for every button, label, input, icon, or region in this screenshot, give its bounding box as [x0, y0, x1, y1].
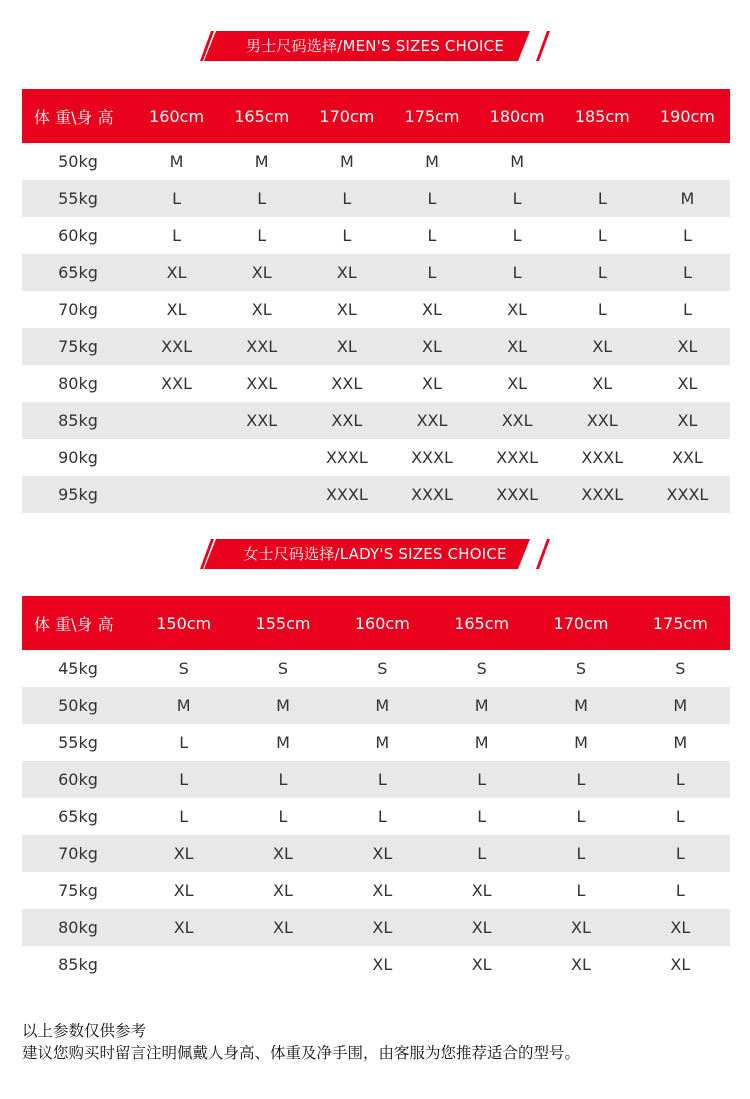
- men-size-table: [22, 89, 730, 513]
- height-header: 170cm: [531, 596, 630, 650]
- size-cell: M: [425, 152, 439, 171]
- table-row: [22, 798, 730, 835]
- size-cell: L: [631, 761, 730, 798]
- size-cell: S: [575, 659, 587, 678]
- size-cell: XXL: [389, 402, 474, 439]
- height-header: 190cm: [645, 89, 730, 143]
- size-cell: XL: [475, 328, 560, 365]
- table-row: [22, 365, 730, 402]
- size-cell: M: [673, 733, 688, 752]
- lady-size-banner: [200, 538, 550, 570]
- size-cell: L: [278, 807, 288, 826]
- lady-table-body: [22, 650, 730, 983]
- size-cell: L: [179, 733, 189, 752]
- size-cell: XXXL: [389, 476, 474, 513]
- size-cell: XXL: [219, 402, 304, 439]
- size-cell: XXL: [560, 402, 645, 439]
- size-cell: XXL: [331, 374, 363, 393]
- table-row: [22, 724, 730, 761]
- weight-cell: 75kg: [22, 328, 134, 365]
- size-cell: L: [475, 254, 560, 291]
- size-cell: [233, 946, 332, 983]
- size-cell: XXL: [219, 328, 304, 365]
- size-cell: XXXL: [325, 448, 368, 467]
- size-cell: XL: [304, 254, 389, 291]
- table-row: [22, 291, 730, 328]
- table-row: [22, 143, 730, 180]
- size-cell: M: [631, 687, 730, 724]
- size-cell: XXL: [134, 328, 219, 365]
- size-cell: M: [645, 180, 730, 217]
- size-cell: XL: [471, 881, 492, 900]
- size-cell: L: [576, 807, 586, 826]
- table-row: [22, 402, 730, 439]
- size-cell: XL: [389, 328, 474, 365]
- size-cell: S: [476, 659, 487, 678]
- table-row: [22, 761, 730, 798]
- size-cell: M: [134, 687, 233, 724]
- size-cell: XL: [645, 328, 730, 365]
- size-cell: XL: [304, 328, 389, 365]
- size-cell: L: [512, 226, 522, 245]
- size-cell: L: [432, 761, 531, 798]
- weight-cell: 75kg: [58, 881, 98, 900]
- size-cell: L: [304, 180, 389, 217]
- footnote: [22, 1020, 580, 1064]
- size-cell: [134, 439, 219, 476]
- size-cell: XL: [560, 328, 645, 365]
- weight-cell: 55kg: [58, 733, 98, 752]
- table-row: [22, 217, 730, 254]
- size-cell: XL: [631, 909, 730, 946]
- size-cell: L: [389, 180, 474, 217]
- size-cell: L: [631, 835, 730, 872]
- size-cell: L: [675, 807, 685, 826]
- size-cell: [134, 476, 219, 513]
- height-header: 155cm: [233, 596, 332, 650]
- size-cell: L: [257, 226, 267, 245]
- header-corner-label: 体 重\身 高: [22, 89, 134, 143]
- size-cell: M: [375, 733, 390, 752]
- size-cell: XL: [273, 881, 293, 900]
- lady-table-header: [22, 596, 730, 650]
- weight-cell: 70kg: [22, 835, 134, 872]
- size-cell: XXXL: [475, 476, 560, 513]
- men-size-banner: [200, 30, 550, 62]
- size-cell: L: [432, 835, 531, 872]
- size-cell: [134, 402, 219, 439]
- weight-cell: 60kg: [22, 761, 134, 798]
- size-cell: XL: [645, 402, 730, 439]
- size-cell: [560, 143, 645, 180]
- size-cell: M: [474, 733, 489, 752]
- height-header: 185cm: [560, 89, 645, 143]
- table-row: [22, 439, 730, 476]
- size-cell: XXL: [475, 402, 560, 439]
- size-cell: XL: [219, 254, 304, 291]
- size-cell: XL: [571, 955, 591, 974]
- size-cell: L: [342, 226, 352, 245]
- weight-cell: 50kg: [22, 687, 134, 724]
- size-cell: M: [276, 733, 290, 752]
- size-cell: L: [377, 807, 387, 826]
- size-cell: M: [432, 687, 531, 724]
- weight-cell: 95kg: [22, 476, 134, 513]
- weight-cell: 50kg: [58, 152, 98, 171]
- size-cell: XL: [233, 909, 332, 946]
- size-cell: S: [277, 659, 289, 678]
- size-cell: [134, 946, 233, 983]
- size-cell: L: [675, 881, 685, 900]
- size-cell: XL: [471, 955, 492, 974]
- size-cell: L: [477, 807, 487, 826]
- size-cell: L: [682, 300, 692, 319]
- size-cell: XL: [422, 300, 442, 319]
- size-cell: L: [645, 254, 730, 291]
- men-table-header: [22, 89, 730, 143]
- size-cell: L: [219, 180, 304, 217]
- size-cell: XL: [507, 374, 528, 393]
- size-cell: XXXL: [560, 476, 645, 513]
- size-cell: XL: [333, 909, 432, 946]
- size-cell: L: [560, 180, 645, 217]
- size-cell: XL: [592, 374, 613, 393]
- weight-cell: 80kg: [22, 909, 134, 946]
- table-row: [22, 328, 730, 365]
- table-row: [22, 180, 730, 217]
- height-header: 180cm: [475, 89, 560, 143]
- weight-cell: 90kg: [58, 448, 98, 467]
- men-table-body: [22, 143, 730, 513]
- height-header: 165cm: [219, 89, 304, 143]
- size-cell: M: [339, 152, 354, 171]
- weight-cell: 60kg: [58, 226, 98, 245]
- size-cell: XL: [233, 835, 332, 872]
- height-header: 175cm: [389, 89, 474, 143]
- size-cell: XL: [134, 254, 219, 291]
- weight-cell: 45kg: [58, 659, 98, 678]
- size-cell: XL: [166, 300, 187, 319]
- size-cell: M: [233, 687, 332, 724]
- size-cell: M: [169, 152, 184, 171]
- header-corner-label: 体 重\身 高: [22, 596, 134, 650]
- size-cell: L: [531, 835, 630, 872]
- size-cell: XL: [333, 835, 432, 872]
- footnote-line-2: 建议您购买时留言注明佩戴人身高、体重及净手围，由客服为您推荐适合的型号。: [22, 1044, 581, 1062]
- table-row: [22, 909, 730, 946]
- weight-cell: 65kg: [22, 254, 134, 291]
- size-cell: XXXL: [645, 476, 730, 513]
- size-cell: XXXL: [411, 448, 453, 467]
- size-cell: XL: [670, 955, 691, 974]
- weight-cell: 80kg: [58, 374, 98, 393]
- size-cell: S: [377, 659, 388, 678]
- size-cell: XL: [134, 909, 233, 946]
- size-cell: XL: [372, 881, 393, 900]
- size-cell: M: [333, 687, 432, 724]
- table-row: [22, 650, 730, 687]
- size-cell: [219, 439, 304, 476]
- weight-cell: 70kg: [58, 300, 98, 319]
- size-cell: XL: [432, 909, 531, 946]
- size-cell: M: [531, 687, 630, 724]
- size-cell: M: [574, 733, 588, 752]
- table-row: [22, 254, 730, 291]
- size-cell: XXL: [304, 402, 389, 439]
- height-header: 170cm: [304, 89, 389, 143]
- size-cell: L: [179, 807, 189, 826]
- size-cell: XXL: [161, 374, 192, 393]
- weight-cell: 85kg: [22, 402, 134, 439]
- size-cell: L: [389, 254, 474, 291]
- size-cell: XL: [422, 374, 442, 393]
- size-cell: XL: [134, 835, 233, 872]
- size-cell: XXXL: [496, 448, 539, 467]
- size-cell: L: [560, 254, 645, 291]
- height-header: 160cm: [134, 89, 219, 143]
- size-cell: L: [576, 881, 586, 900]
- weight-cell: 85kg: [58, 955, 98, 974]
- table-row: [22, 687, 730, 724]
- height-header: 150cm: [134, 596, 233, 650]
- size-cell: L: [597, 300, 607, 319]
- men-size-title: 男士尺码选择/MEN'S SIZES CHOICE: [245, 37, 505, 55]
- size-cell: L: [475, 180, 560, 217]
- size-cell: S: [675, 659, 686, 678]
- size-cell: M: [254, 152, 269, 171]
- weight-cell: 55kg: [22, 180, 134, 217]
- size-cell: XL: [677, 374, 698, 393]
- size-cell: XL: [251, 300, 272, 319]
- size-cell: XXXL: [581, 448, 624, 467]
- size-cell: XL: [531, 909, 630, 946]
- height-header: 165cm: [432, 596, 531, 650]
- size-cell: L: [427, 226, 437, 245]
- size-cell: L: [233, 761, 332, 798]
- table-row: [22, 872, 730, 909]
- size-cell: XXL: [672, 448, 703, 467]
- size-cell: XL: [372, 955, 393, 974]
- size-cell: L: [134, 180, 219, 217]
- footnote-line-1: 以上参数仅供参考: [22, 1022, 147, 1040]
- size-cell: L: [172, 226, 182, 245]
- size-cell: XXL: [246, 374, 278, 393]
- lady-size-table: [22, 596, 730, 983]
- size-cell: XL: [507, 300, 528, 319]
- size-cell: XL: [173, 881, 194, 900]
- size-cell: S: [178, 659, 189, 678]
- size-cell: [645, 143, 730, 180]
- size-cell: L: [134, 761, 233, 798]
- size-cell: XL: [336, 300, 357, 319]
- height-header: 175cm: [631, 596, 730, 650]
- table-row: [22, 835, 730, 872]
- size-cell: [219, 476, 304, 513]
- table-row: [22, 946, 730, 983]
- weight-cell: 65kg: [58, 807, 98, 826]
- size-cell: L: [682, 226, 692, 245]
- size-cell: L: [333, 761, 432, 798]
- size-cell: M: [510, 152, 525, 171]
- size-cell: L: [597, 226, 607, 245]
- lady-size-title: 女士尺码选择/LADY'S SIZES CHOICE: [243, 545, 507, 563]
- table-row: [22, 476, 730, 513]
- size-cell: XXXL: [304, 476, 389, 513]
- height-header: 160cm: [333, 596, 432, 650]
- size-cell: L: [531, 761, 630, 798]
